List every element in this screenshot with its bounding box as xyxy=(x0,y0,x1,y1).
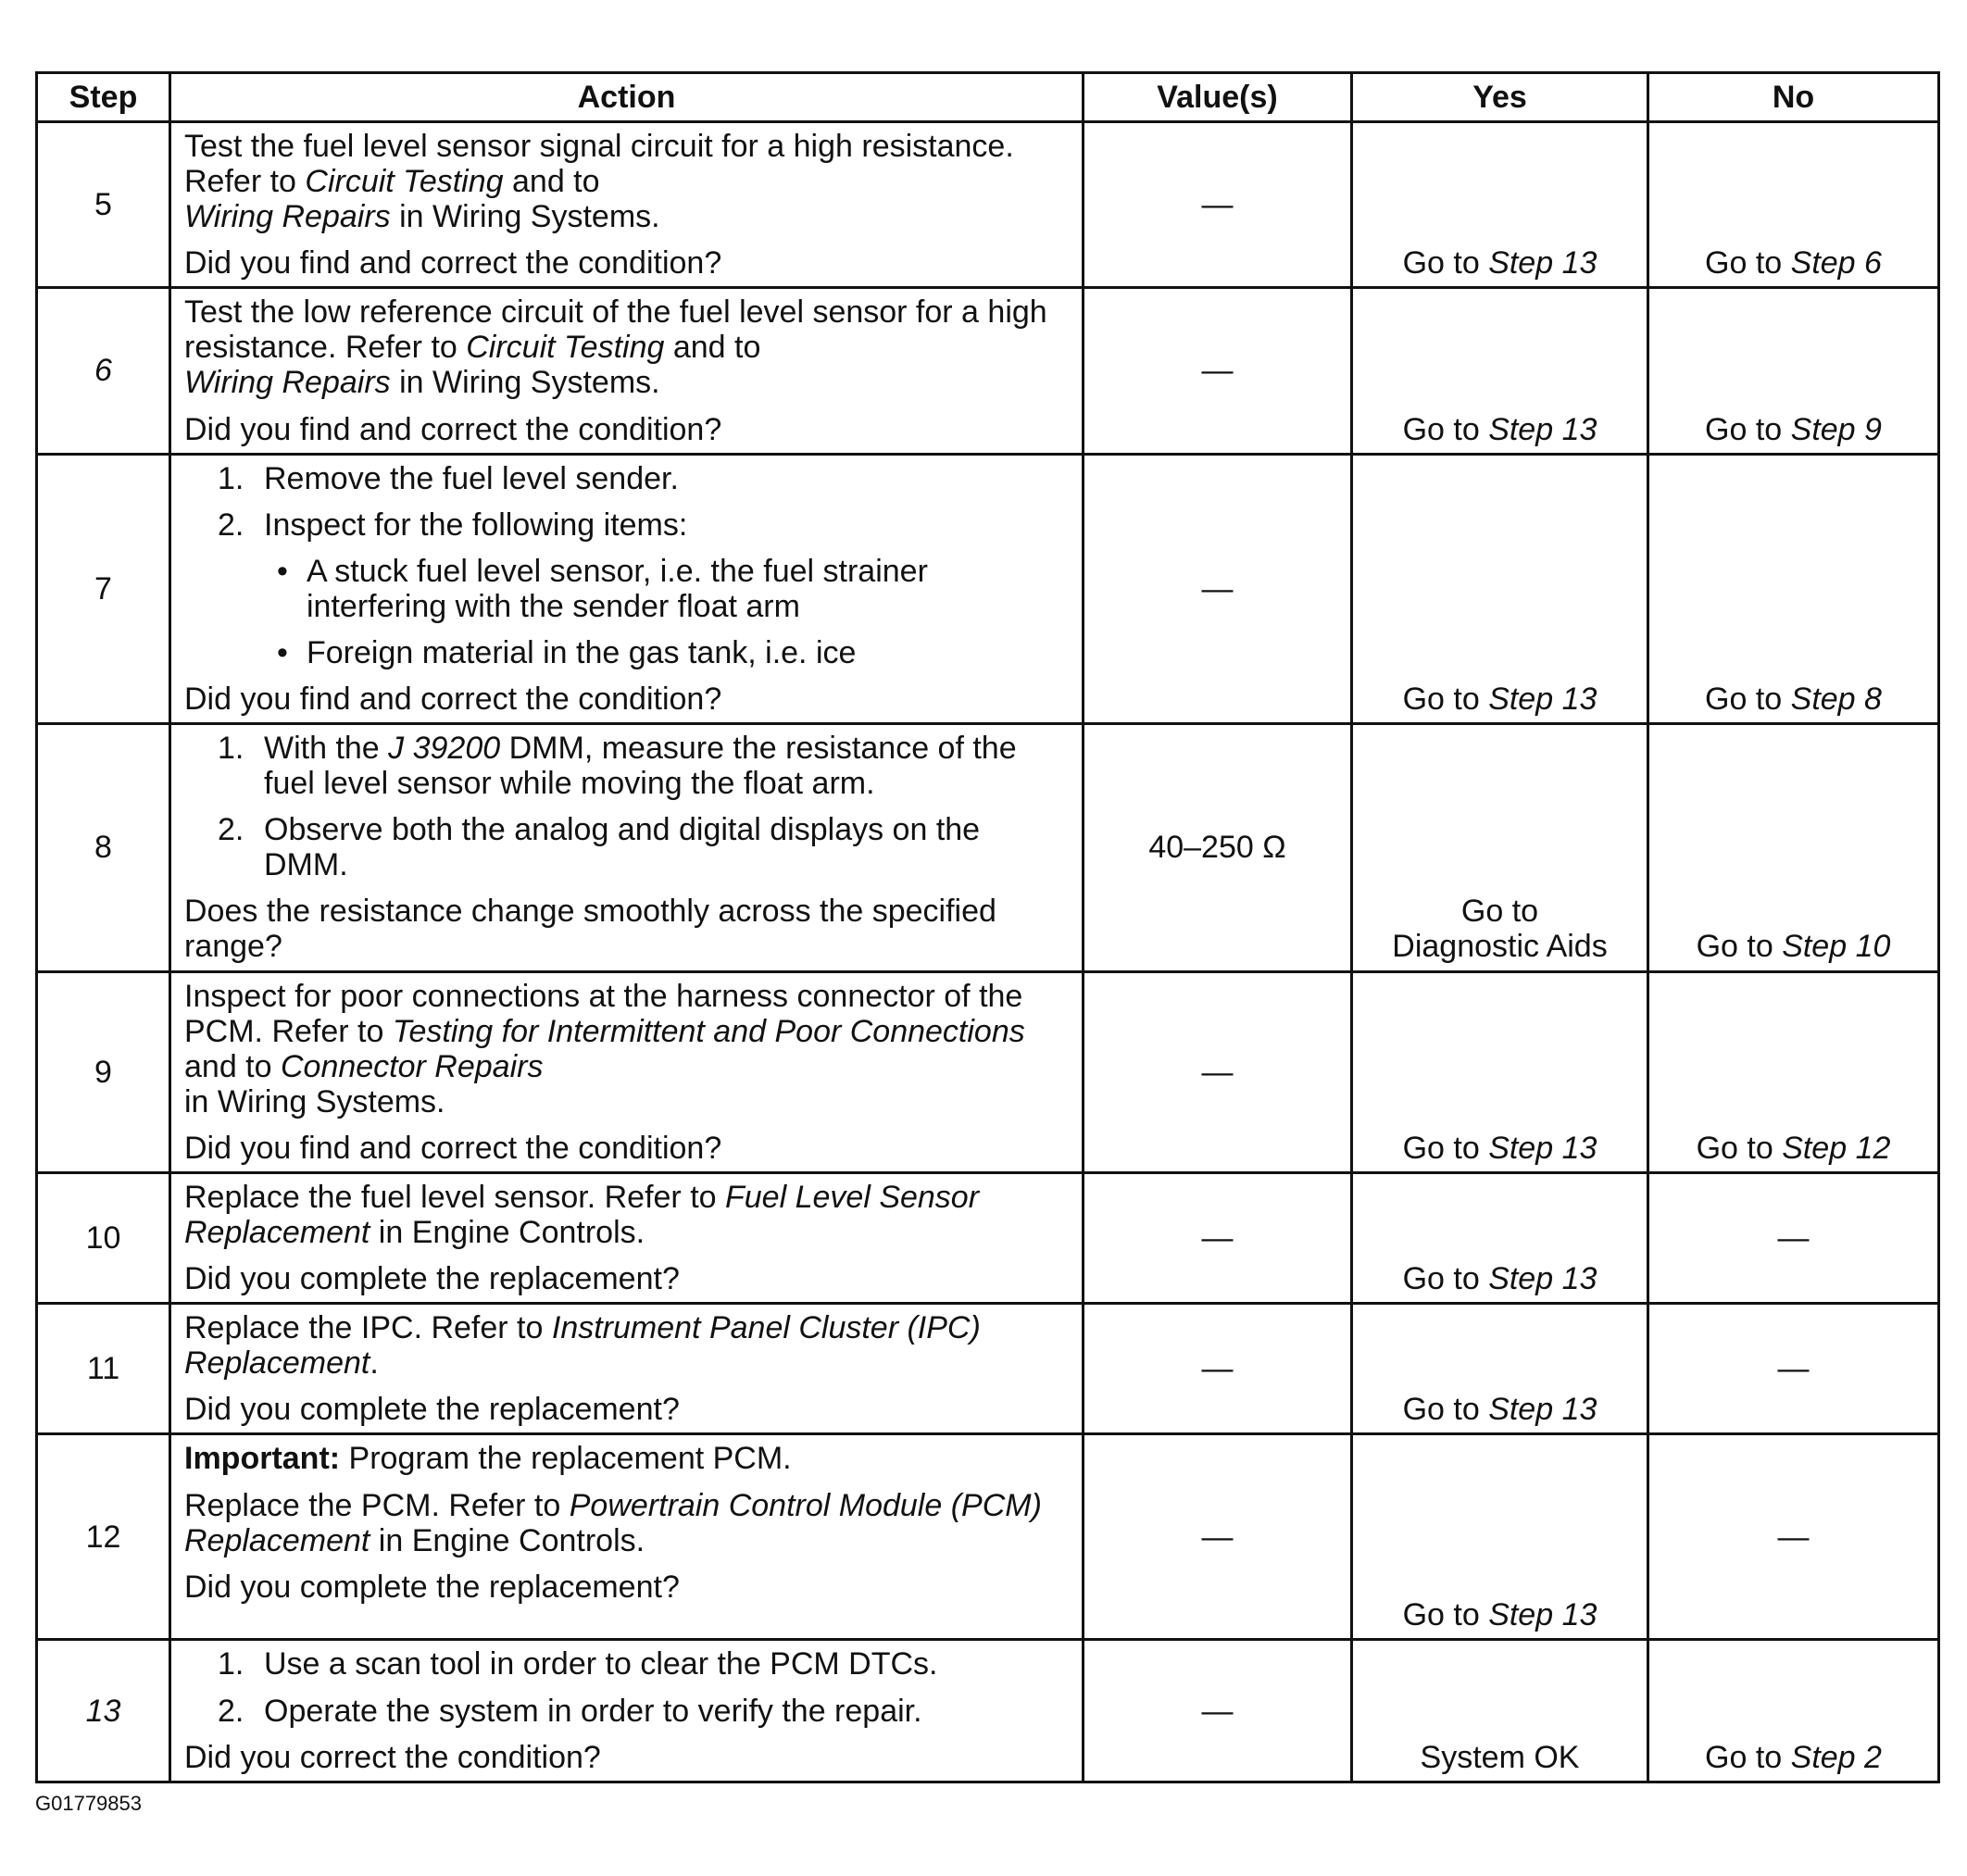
header-values: Value(s) xyxy=(1084,73,1352,122)
list-item: 1. With the J 39200 DMM, measure the resistance of the fuel level sensor while moving the float arm. xyxy=(218,731,1017,802)
yes-cell: Go to Step 13 xyxy=(1352,1304,1648,1434)
header-action: Action xyxy=(170,73,1084,122)
action-question: Did you find and correct the condition? xyxy=(184,245,722,281)
action-question: Did you correct the condition? xyxy=(184,1739,601,1775)
action-question: Did you find and correct the condition? xyxy=(184,682,722,718)
step-number: 12 xyxy=(37,1434,170,1640)
header-yes: Yes xyxy=(1352,73,1648,122)
no-cell: Go to Step 12 xyxy=(1648,971,1939,1172)
action-cell xyxy=(170,1434,1084,1640)
header-no: No xyxy=(1648,73,1939,122)
no-cell: Go to Step 8 xyxy=(1648,454,1939,723)
table-row xyxy=(37,454,1939,723)
no-cell: — xyxy=(1648,1434,1939,1640)
list-item: 2. Operate the system in order to verify the repair. xyxy=(218,1693,922,1729)
table-row xyxy=(37,971,1939,1172)
list-item: 1. Use a scan tool in order to clear the PCM DTCs. xyxy=(218,1646,938,1682)
step-number: 8 xyxy=(37,724,170,971)
no-cell: — xyxy=(1648,1304,1939,1434)
value-cell: — xyxy=(1084,288,1352,454)
value-cell: — xyxy=(1084,1304,1352,1434)
no-cell: Go to Step 6 xyxy=(1648,122,1939,288)
value-cell: 40–250 Ω xyxy=(1084,724,1352,971)
action-text: Inspect for poor connections at the harness connector of the PCM. Refer to Testing for Intermittent and Poor Connections and to Connector Repairs in Wiring Systems. xyxy=(184,978,1025,1119)
action-text: Test the low reference circuit of the fuel level sensor for a high resistance. Refer to Circuit Testing and to Wiring Repairs in Wiring Systems. xyxy=(184,294,1047,401)
list-item: 2. Observe both the analog and digital displays on the DMM. xyxy=(218,812,981,883)
action-cell xyxy=(170,288,1084,454)
value-cell: — xyxy=(1084,971,1352,1172)
action-text: Replace the PCM. Refer to Powertrain Control Module (PCM) Replacement in Engine Controls. xyxy=(184,1487,1042,1558)
action-cell xyxy=(170,454,1084,723)
action-cell xyxy=(170,1640,1084,1782)
table-row xyxy=(37,724,1939,971)
action-question: Did you complete the replacement? xyxy=(184,1392,680,1428)
bullet-item: • Foreign material in the gas tank, i.e. ice xyxy=(277,634,857,670)
value-cell: — xyxy=(1084,122,1352,288)
action-cell xyxy=(170,971,1084,1172)
action-cell xyxy=(170,724,1084,971)
step-number: 9 xyxy=(37,971,170,1172)
header-step: Step xyxy=(37,73,170,122)
action-question: Does the resistance change smoothly across the specified range? xyxy=(184,894,996,965)
action-question: Did you complete the replacement? xyxy=(184,1569,680,1605)
yes-cell: Go to Step 13 xyxy=(1352,288,1648,454)
table-row xyxy=(37,122,1939,288)
action-question: Did you complete the replacement? xyxy=(184,1261,680,1297)
yes-cell: Go to Step 13 xyxy=(1352,122,1648,288)
action-question: Did you find and correct the condition? xyxy=(184,411,722,447)
action-text: Replace the fuel level sensor. Refer to Fuel Level Sensor Replacement in Engine Controls. xyxy=(184,1179,980,1251)
list-item: 2. Inspect for the following items: xyxy=(218,507,688,543)
list-item: 1. Remove the fuel level sender. xyxy=(218,460,679,496)
yes-cell: System OK xyxy=(1352,1640,1648,1782)
step-number: 10 xyxy=(37,1172,170,1303)
step-number: 6 xyxy=(37,288,170,454)
table-row xyxy=(37,288,1939,454)
no-cell: — xyxy=(1648,1172,1939,1303)
no-cell: Go to Step 2 xyxy=(1648,1640,1939,1782)
step-number: 11 xyxy=(37,1304,170,1434)
table-row xyxy=(37,1640,1939,1782)
no-cell: Go to Step 10 xyxy=(1648,724,1939,971)
important-note: Important: Program the replacement PCM. xyxy=(184,1441,792,1477)
yes-cell: Go to Diagnostic Aids xyxy=(1352,724,1648,971)
diagnostic-table xyxy=(35,71,1940,1783)
action-cell xyxy=(170,1304,1084,1434)
yes-cell: Go to Step 13 xyxy=(1352,1172,1648,1303)
yes-cell: Go to Step 13 xyxy=(1352,1434,1648,1640)
action-cell xyxy=(170,1172,1084,1303)
yes-cell: Go to Step 13 xyxy=(1352,971,1648,1172)
value-cell: — xyxy=(1084,1640,1352,1782)
action-question: Did you find and correct the condition? xyxy=(184,1130,722,1166)
table-row xyxy=(37,1434,1939,1640)
step-number: 7 xyxy=(37,454,170,723)
step-number: 13 xyxy=(37,1640,170,1782)
table-row xyxy=(37,1172,1939,1303)
action-text: Test the fuel level sensor signal circuit for a high resistance. Refer to Circuit Testing and to Wiring Repairs in Wiring Systems. xyxy=(184,129,1014,235)
figure-id: G01779853 xyxy=(35,1792,142,1815)
value-cell: — xyxy=(1084,1434,1352,1640)
header-row xyxy=(37,73,1939,122)
action-text: Replace the IPC. Refer to Instrument Panel Cluster (IPC) Replacement. xyxy=(184,1310,981,1382)
step-number: 5 xyxy=(37,122,170,288)
value-cell: — xyxy=(1084,1172,1352,1303)
action-cell xyxy=(170,122,1084,288)
no-cell: Go to Step 9 xyxy=(1648,288,1939,454)
bullet-item: • A stuck fuel level sensor, i.e. the fuel strainer interfering with the sender float arm xyxy=(277,553,928,624)
value-cell: — xyxy=(1084,454,1352,723)
table-row xyxy=(37,1304,1939,1434)
yes-cell: Go to Step 13 xyxy=(1352,454,1648,723)
